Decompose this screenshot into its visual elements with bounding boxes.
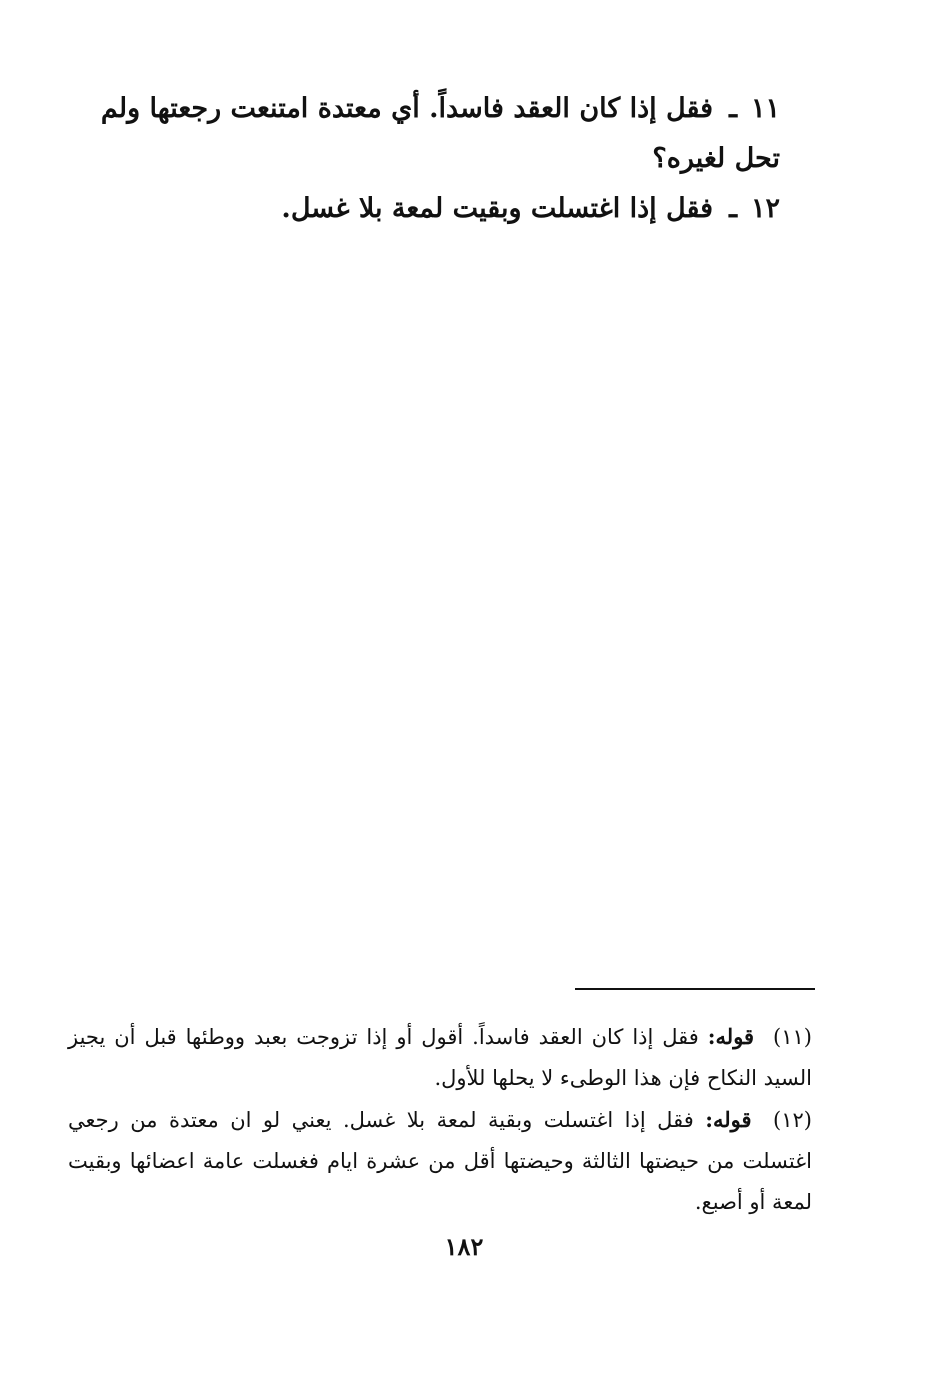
footnote-number: (١١) xyxy=(773,1025,812,1049)
question-item-12 xyxy=(70,184,780,234)
footnote-keyword: قوله: xyxy=(705,1107,752,1132)
question-item-11 xyxy=(70,84,780,184)
footnote-11 xyxy=(68,1016,812,1099)
question-dash: ـ xyxy=(729,193,737,224)
footnotes xyxy=(68,1016,812,1223)
footnote-12 xyxy=(68,1099,812,1223)
footnote-text: فقل إذا اغتسلت وبقية لمعة بلا غسل. يعني لو ان معتدة من رجعي اغتسلت من حيضتها الثالثة وحيضتها أقل من عشرة ايام فغسلت عامة اعضائها وبقيت لمعة أو أصبع. xyxy=(68,1108,812,1214)
question-number: ١٢ xyxy=(750,193,780,224)
footnote-keyword: قوله: xyxy=(707,1024,755,1049)
question-text: فقل إذا كان العقد فاسداً. أي معتدة امتنعت رجعتها ولم تحل لغيره؟ xyxy=(100,93,780,174)
footnote-number: (١٢) xyxy=(773,1108,812,1132)
footnote-divider xyxy=(575,988,815,990)
page-number: ١٨٢ xyxy=(444,1232,484,1261)
question-text: فقل إذا اغتسلت وبقيت لمعة بلا غسل. xyxy=(281,193,714,224)
footnote-text: فقل إذا كان العقد فاسداً. أقول أو إذا تزوجت بعبد ووطئها قبل أن يجيز السيد النكاح فإن هذا الوطىء لا يحلها للأول. xyxy=(68,1025,812,1090)
main-text xyxy=(70,84,780,234)
question-number: ١١ xyxy=(750,93,780,124)
question-dash: ـ xyxy=(729,93,737,124)
